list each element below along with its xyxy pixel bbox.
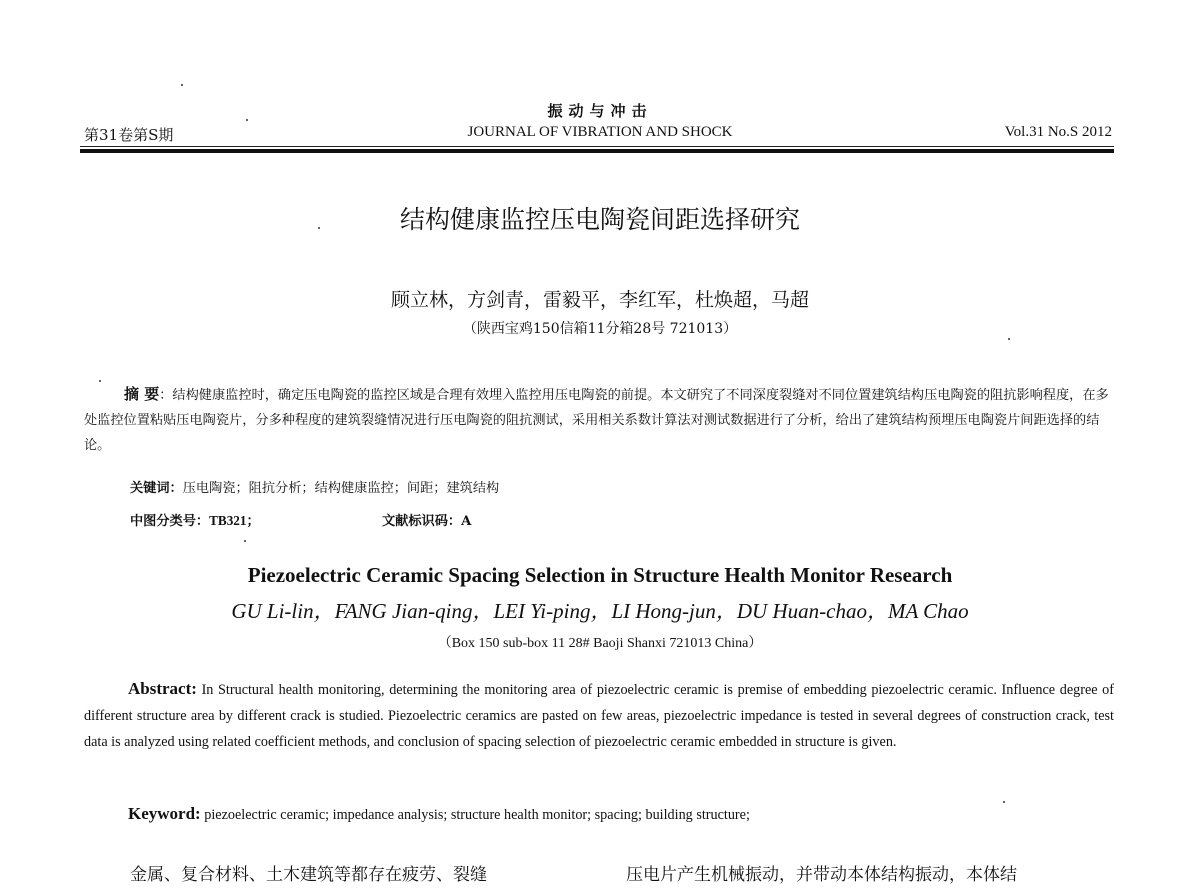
- scan-speck: [99, 380, 101, 382]
- authors-cn: 顾立林，方剑青，雷毅平，李红军，杜焕超，马超: [390, 289, 809, 311]
- abstract-en-text: In Structural health monitoring, determining the monitoring area of piezoelectric ceramic is premise of embedding piezoelectric ceramic. Influence degree of different structure area by different crack is studied. Piezoelectric ceramics are pasted on few areas, piezoelectric impedance is tested in several degrees of construction crack, test data is analyzed using related coefficient methods, and conclusion of spacing selection of piezoelectric ceramic embedded in structure is given.: [84, 682, 1115, 750]
- keywords-en-text: piezoelectric ceramic; impedance analysis; structure health monitor; spacing; building structure;: [204, 807, 750, 823]
- header-rule-thin: [80, 146, 1114, 147]
- abstract-cn: 摘 要：结构健康监控时，确定压电陶瓷的监控区域是合理有效埋入监控用压电陶瓷的前提。本文研究了不同深度裂缝对不同位置建筑结构压电陶瓷的阻抗影响程度，在多处监控位置粘贴压电陶瓷片，分多种程度的建筑裂缝情况进行压电陶瓷的阻抗测试，采用相关系数计算法对测试数据进行了分析，给出了建筑结构预埋压电陶瓷片间距选择的结论。: [84, 385, 1109, 453]
- document-code-cn-label: 文献标识码：: [382, 514, 462, 529]
- authors-en: GU Li-lin，FANG Jian-qing，LEI Yi-ping，LI Hong-jun，DU Huan-chao，MA Chao: [231, 599, 969, 623]
- scan-speck: [1003, 801, 1005, 803]
- keywords-en: [128, 804, 750, 824]
- scan-speck: [181, 84, 183, 86]
- abstract-en-label: Abstract:: [128, 679, 197, 698]
- classification-cn: [130, 510, 260, 529]
- abstract-cn-text: 结构健康监控时，确定压电陶瓷的监控区域是合理有效埋入监控用压电陶瓷的前提。本文研究了不同深度裂缝对不同位置建筑结构压电陶瓷的阻抗影响程度，在多处监控位置粘贴压电陶瓷片，分多种程度的建筑裂缝情况进行压电陶瓷的阻抗测试，采用相关系数计算法对测试数据进行了分析，给出了建筑结构预埋压电陶瓷片间距选择的结论。: [84, 388, 1109, 453]
- paper-title-en: Piezoelectric Ceramic Spacing Selection in Structure Health Monitor Research: [247, 563, 953, 587]
- keywords-en-label: Keyword:: [128, 804, 201, 823]
- scan-speck: [246, 119, 248, 121]
- keywords-cn-label: 关键词：: [130, 481, 183, 496]
- keywords-cn: [130, 477, 499, 496]
- volume-label: Vol.31 No.S 2012: [1004, 124, 1112, 140]
- abstract-cn-label: 摘 要: [124, 385, 160, 403]
- affiliation-cn: （陕西宝鸡150信箱11分箱28号 721013）: [462, 321, 738, 337]
- document-code-cn-value: A: [461, 514, 472, 529]
- abstract-en: [84, 676, 1114, 755]
- classification-cn-label: 中图分类号：: [130, 514, 210, 529]
- scan-speck: [1008, 338, 1010, 340]
- body-left-column-line: 金属、复合材料、土木建筑等都存在疲劳、裂缝: [130, 865, 487, 885]
- journal-title-en: JOURNAL OF VIBRATION AND SHOCK: [467, 124, 733, 140]
- scan-speck: [244, 540, 246, 542]
- classification-cn-value: TB321；: [209, 513, 260, 528]
- document-code-cn: [382, 510, 471, 529]
- scan-speck: [318, 227, 320, 229]
- journal-title-cn: 振动与冲击: [547, 102, 653, 120]
- body-right-column-line: 压电片产生机械振动，并带动本体结构振动，本体结: [626, 865, 1017, 885]
- paper-title-cn: 结构健康监控压电陶瓷间距选择研究: [399, 205, 800, 234]
- header-rule-thick: [80, 149, 1114, 153]
- keywords-cn-text: 压电陶瓷；阻抗分析；结构健康监控；间距；建筑结构: [182, 481, 500, 496]
- issue-label-cn: 第31卷第S期: [84, 126, 174, 144]
- affiliation-en: （Box 150 sub-box 11 28# Baoji Shanxi 721013 China）: [437, 636, 763, 651]
